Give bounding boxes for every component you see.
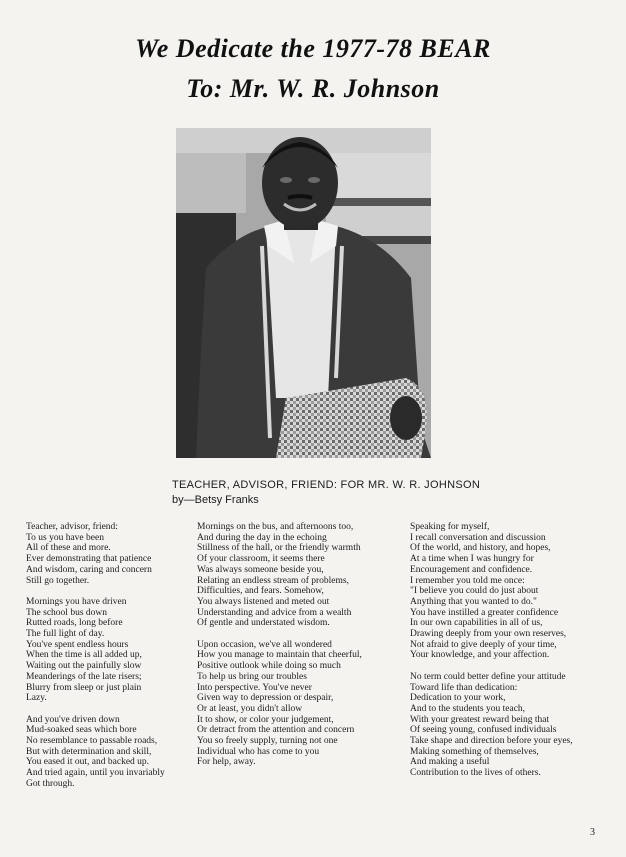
poem-line: At a time when I was hungry for [410,554,534,565]
poem-line: Individual who has come to you [197,746,320,757]
poem-line: Not afraid to give deeply of your time, [410,639,557,650]
poem-line: No term could better define your attitude [410,671,566,682]
poem-line: Dedication to your work, [410,693,506,704]
poem-heading: TEACHER, ADVISOR, FRIEND: FOR MR. W. R. JOHNSON [172,479,481,491]
poem-line: Still go together. [26,575,90,586]
poem-line: You've spent endless hours [26,639,129,650]
poem-line: All of these and more. [26,543,111,554]
poem-line: You eased it out, and backed up. [26,757,150,768]
poem-line: Lazy. [26,693,47,704]
poem-line: Or detract from the attention and concern [197,725,355,736]
poem-line: It to show, or color your judgement, [197,714,334,725]
poem-line: Understanding and advice from a wealth [197,607,352,618]
poem-line: Difficulties, and fears. Somehow, [197,586,324,597]
poem-stanza [26,715,176,790]
poem-line: I recall conversation and discussion [410,532,546,543]
poem-line: Of the world, and history, and hopes, [410,543,551,554]
poem-line: In our own capabilities in all of us, [410,618,543,629]
poem-line: Ever demonstrating that patience [26,554,152,565]
poem-line: "I believe you could do just about [410,586,539,597]
poem-line: Stillness of the hall, or the friendly warmth [197,543,361,554]
poem-line: Upon occasion, we've all wondered [197,639,332,650]
poem-byline: by—Betsy Franks [172,494,259,506]
portrait-photo [176,128,431,458]
poem-line: But with determination and skill, [26,746,152,757]
poem-line: Of your classroom, it seems there [197,554,325,565]
poem-column-2 [197,522,387,779]
poem-line: Was always someone beside you, [197,564,324,575]
poem-line: You have instilled a greater confidence [410,607,559,618]
poem-line: Into perspective. You've never [197,682,312,693]
page-number: 3 [590,827,595,838]
poem-line: Meanderings of the late risers; [26,671,142,682]
poem-line: Your knowledge, and your affection. [410,650,550,661]
poem-line: To us you have been [26,532,104,543]
poem-line: Rutted roads, long before [26,618,123,629]
poem-line: When the time is all added up, [26,650,142,661]
poem-line: Mornings you have driven [26,596,127,607]
poem-line: To help us bring our troubles [197,671,307,682]
poem-line: Got through. [26,778,75,789]
poem-column-1 [26,522,176,800]
poem-stanza [26,597,176,704]
poem-line: Of gentle and understated wisdom. [197,618,330,629]
poem-line: Making something of themselves, [410,746,539,757]
poem-line: And you've driven down [26,714,120,725]
poem-line: For help, away. [197,757,256,768]
poem-line: Waiting out the painfully slow [26,661,142,672]
poem-line: Teacher, advisor, friend: [26,522,118,532]
poem-line: And wisdom, caring and concern [26,564,152,575]
poem-line: And to the students you teach, [410,703,526,714]
poem-line: Of seeing young, confused individuals [410,725,557,736]
dedication-title: We Dedicate the 1977-78 BEAR [135,34,491,63]
poem-line: Given way to depression or despair, [197,693,334,704]
poem-line: No resemblance to passable roads, [26,736,158,747]
poem-line: And tried again, until you invariably [26,768,165,779]
poem-column-3 [410,522,615,790]
poem-stanza [410,522,615,661]
poem-line: Encouragement and confidence. [410,564,533,575]
poem-line: Toward life than dedication: [410,682,518,693]
poem-line: Mornings on the bus, and afternoons too, [197,522,354,532]
poem-line: Take shape and direction before your eyes, [410,736,573,747]
dedication-subtitle: To: Mr. W. R. Johnson [186,74,440,103]
poem-line: And making a useful [410,757,490,768]
poem-line: The full light of day. [26,629,105,640]
poem-line: You always listened and meted out [197,596,330,607]
poem-line: And during the day in the echoing [197,532,327,543]
poem-line: Anything that you wanted to do." [410,596,537,607]
poem-line: I remember you told me once: [410,575,525,586]
poem-line: You so freely supply, turning not one [197,736,338,747]
poem-line: The school bus down [26,607,108,618]
poem-line: Drawing deeply from your own reserves, [410,629,567,640]
poem-line: Relating an endless stream of problems, [197,575,349,586]
poem-line: With your greatest reward being that [410,714,550,725]
poem-line: Mud-soaked seas which bore [26,725,137,736]
poem-line: Speaking for myself, [410,522,490,532]
poem-stanza [197,522,387,629]
poem-stanza [26,522,176,586]
poem-line: Or at least, you didn't allow [197,703,303,714]
poem-line: Blurry from sleep or just plain [26,682,142,693]
poem-line: Contribution to the lives of others. [410,768,541,779]
poem-line: Positive outlook while doing so much [197,661,341,672]
poem-stanza [410,672,615,779]
poem-line: How you manage to maintain that cheerful, [197,650,362,661]
poem-stanza [197,640,387,768]
